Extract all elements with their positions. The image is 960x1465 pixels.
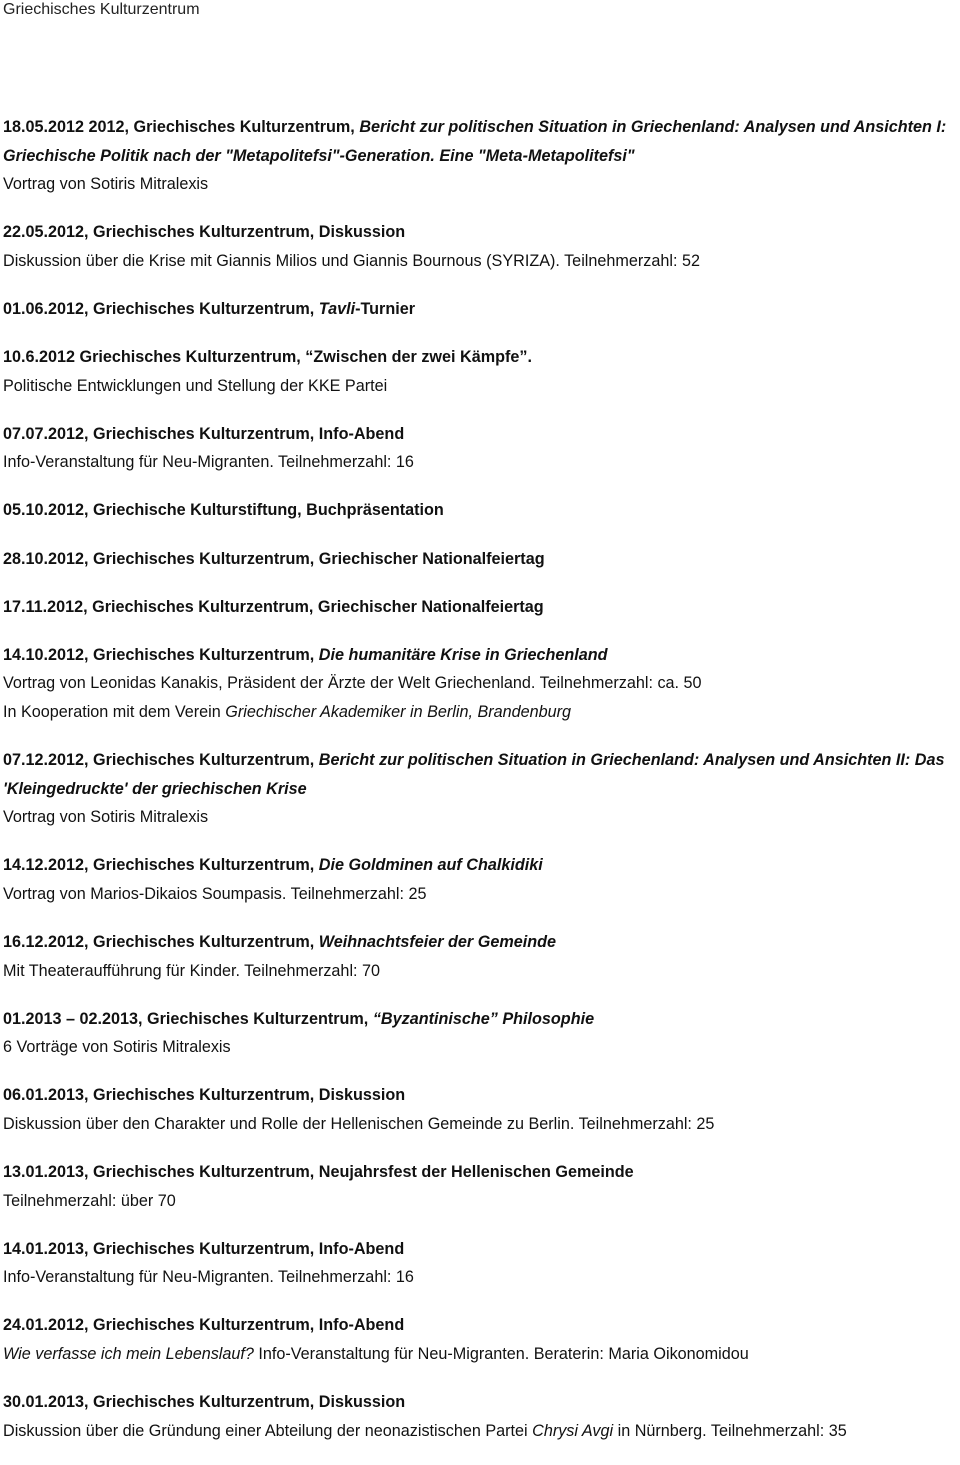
event-entry bbox=[3, 420, 957, 477]
event-title bbox=[3, 1081, 957, 1110]
event-text: 13.01.2013, Griechisches Kulturzentrum, Neujahrsfest der Hellenischen Gemeinde bbox=[3, 1163, 634, 1182]
event-description bbox=[3, 1263, 957, 1292]
event-text: 14.12.2012, Griechisches Kulturzentrum, bbox=[3, 856, 319, 875]
event-text: 07.07.2012, Griechisches Kulturzentrum, Info-Abend bbox=[3, 424, 405, 443]
event-text: Diskussion über die Gründung einer Abteilung der neonazistischen Partei bbox=[3, 1421, 533, 1440]
event-text: 18.05.2012 2012, Griechisches Kulturzentrum, bbox=[3, 118, 360, 136]
event-title bbox=[3, 420, 957, 449]
event-description bbox=[3, 448, 957, 477]
event-text: Wie verfasse ich mein Lebenslauf? bbox=[3, 1345, 254, 1363]
event-text: -Turnier bbox=[355, 299, 416, 318]
event-text: Diskussion über den Charakter und Rolle der Hellenischen Gemeinde zu Berlin. Teilnehmerzahl: 25 bbox=[3, 1114, 715, 1133]
event-text: Bericht zur politischen Situation in Griechenland: Analysen und Ansichten I: Griechische Politik nach der "Metapolitefsi"-Generation. Eine "Meta-Metapolitefsi" bbox=[3, 118, 947, 165]
event-entry bbox=[3, 218, 957, 275]
event-title bbox=[3, 113, 957, 170]
event-description bbox=[3, 1417, 957, 1446]
event-text: 01.06.2012, Griechisches Kulturzentrum, bbox=[3, 299, 319, 318]
event-entry bbox=[3, 851, 957, 908]
event-text: 01.2013 – 02.2013, Griechisches Kulturzentrum, bbox=[3, 1009, 373, 1028]
event-text: 28.10.2012, Griechisches Kulturzentrum, Griechischer Nationalfeiertag bbox=[3, 549, 545, 568]
event-title bbox=[3, 851, 957, 880]
event-text: Weihnachtsfeier der Gemeinde bbox=[318, 932, 556, 951]
event-entry bbox=[3, 113, 957, 199]
event-title bbox=[3, 593, 957, 622]
event-text: in Nürnberg. Teilnehmerzahl: 35 bbox=[613, 1421, 847, 1440]
event-title bbox=[3, 746, 957, 803]
event-entry bbox=[3, 1005, 957, 1062]
event-text: Vortrag von Leonidas Kanakis, Präsident der Ärzte der Welt Griechenland. Teilnehmerzahl: ca. 50 bbox=[3, 674, 702, 693]
event-description bbox=[3, 698, 957, 727]
event-entry bbox=[3, 1311, 957, 1368]
event-text: 24.01.2012, Griechisches Kulturzentrum, Info-Abend bbox=[3, 1316, 405, 1335]
event-title bbox=[3, 1311, 957, 1340]
event-entry bbox=[3, 496, 957, 525]
event-entry bbox=[3, 545, 957, 574]
event-text: Griechischer Akademiker in Berlin, Brandenburg bbox=[225, 702, 572, 721]
event-entry bbox=[3, 746, 957, 832]
event-description bbox=[3, 170, 957, 199]
event-entry bbox=[3, 1235, 957, 1292]
event-text: In Kooperation mit dem Verein bbox=[3, 702, 226, 721]
event-entry bbox=[3, 1158, 957, 1215]
event-text: 30.01.2013, Griechisches Kulturzentrum, Diskussion bbox=[3, 1393, 406, 1412]
event-text: 14.10.2012, Griechisches Kulturzentrum, bbox=[3, 645, 319, 664]
event-text: 10.6.2012 Griechisches Kulturzentrum, bbox=[3, 348, 306, 367]
event-title bbox=[3, 641, 957, 670]
event-description bbox=[3, 880, 957, 909]
event-description bbox=[3, 372, 957, 401]
event-entry bbox=[3, 343, 957, 400]
event-title bbox=[3, 1158, 957, 1187]
event-text: Bericht zur politischen Situation in Griechenland: Analysen und Ansichten II: Das 'Kleingedruckte' der griechischen Krise bbox=[3, 751, 945, 798]
event-list bbox=[3, 113, 957, 1465]
event-text: 6 Vorträge von Sotiris Mitralexis bbox=[3, 1038, 231, 1057]
event-text: Mit Theateraufführung für Kinder. Teilnehmerzahl: 70 bbox=[3, 961, 381, 980]
event-text: Die Goldminen auf Chalkidiki bbox=[318, 856, 543, 875]
event-text: Info-Veranstaltung für Neu-Migranten. Teilnehmerzahl: 16 bbox=[3, 453, 414, 472]
event-text: Chrysi Avgi bbox=[532, 1421, 614, 1440]
event-title bbox=[3, 1005, 957, 1034]
event-entry bbox=[3, 1388, 957, 1445]
page-header-title: Griechisches Kulturzentrum bbox=[3, 1, 200, 18]
event-text: “Zwischen der zwei Kämpfe”. bbox=[305, 348, 532, 367]
event-text: Tavli bbox=[318, 299, 356, 318]
event-title bbox=[3, 1388, 957, 1417]
event-text: Vortrag von Sotiris Mitralexis bbox=[3, 808, 209, 827]
event-title bbox=[3, 1235, 957, 1264]
event-entry bbox=[3, 928, 957, 985]
event-description bbox=[3, 1110, 957, 1139]
event-text: Politische Entwicklungen und Stellung der KKE Partei bbox=[3, 376, 388, 395]
event-text: 06.01.2013, Griechisches Kulturzentrum, Diskussion bbox=[3, 1086, 406, 1105]
event-description bbox=[3, 1033, 957, 1062]
event-title bbox=[3, 218, 957, 247]
event-text: Vortrag von Sotiris Mitralexis bbox=[3, 175, 209, 194]
event-text: 14.01.2013, Griechisches Kulturzentrum, Info-Abend bbox=[3, 1239, 405, 1258]
event-entry bbox=[3, 641, 957, 727]
event-text: 16.12.2012, Griechisches Kulturzentrum, bbox=[3, 932, 319, 951]
event-title bbox=[3, 545, 957, 574]
event-text: 07.12.2012, Griechisches Kulturzentrum, bbox=[3, 751, 319, 769]
event-text: Vortrag von Marios-Dikaios Soumpasis. Teilnehmerzahl: 25 bbox=[3, 884, 427, 903]
event-text: Die humanitäre Krise in Griechenland bbox=[318, 645, 608, 664]
event-title bbox=[3, 343, 957, 372]
event-text: Info-Veranstaltung für Neu-Migranten. Teilnehmerzahl: 16 bbox=[3, 1268, 414, 1287]
event-entry bbox=[3, 1081, 957, 1138]
event-entry bbox=[3, 295, 957, 324]
event-description bbox=[3, 957, 957, 986]
event-description bbox=[3, 669, 957, 698]
event-text: 05.10.2012, Griechische Kulturstiftung, Buchpräsentation bbox=[3, 501, 444, 520]
event-text: 22.05.2012, Griechisches Kulturzentrum, Diskussion bbox=[3, 223, 406, 242]
event-text: 17.11.2012, Griechisches Kulturzentrum, Griechischer Nationalfeiertag bbox=[3, 597, 544, 616]
event-description bbox=[3, 1187, 957, 1216]
event-description bbox=[3, 803, 957, 832]
event-text: Teilnehmerzahl: über 70 bbox=[3, 1191, 176, 1210]
event-entry bbox=[3, 593, 957, 622]
event-text: “Byzantinische” Philosophie bbox=[372, 1009, 595, 1028]
event-description bbox=[3, 1340, 957, 1369]
event-text: Info-Veranstaltung für Neu-Migranten. Beraterin: Maria Oikonomidou bbox=[253, 1345, 749, 1363]
event-description bbox=[3, 247, 957, 276]
event-title bbox=[3, 928, 957, 957]
event-title bbox=[3, 496, 957, 525]
event-text: Diskussion über die Krise mit Giannis Milios und Giannis Bournous (SYRIZA). Teilnehmerzahl: 52 bbox=[3, 251, 700, 270]
event-title bbox=[3, 295, 957, 324]
